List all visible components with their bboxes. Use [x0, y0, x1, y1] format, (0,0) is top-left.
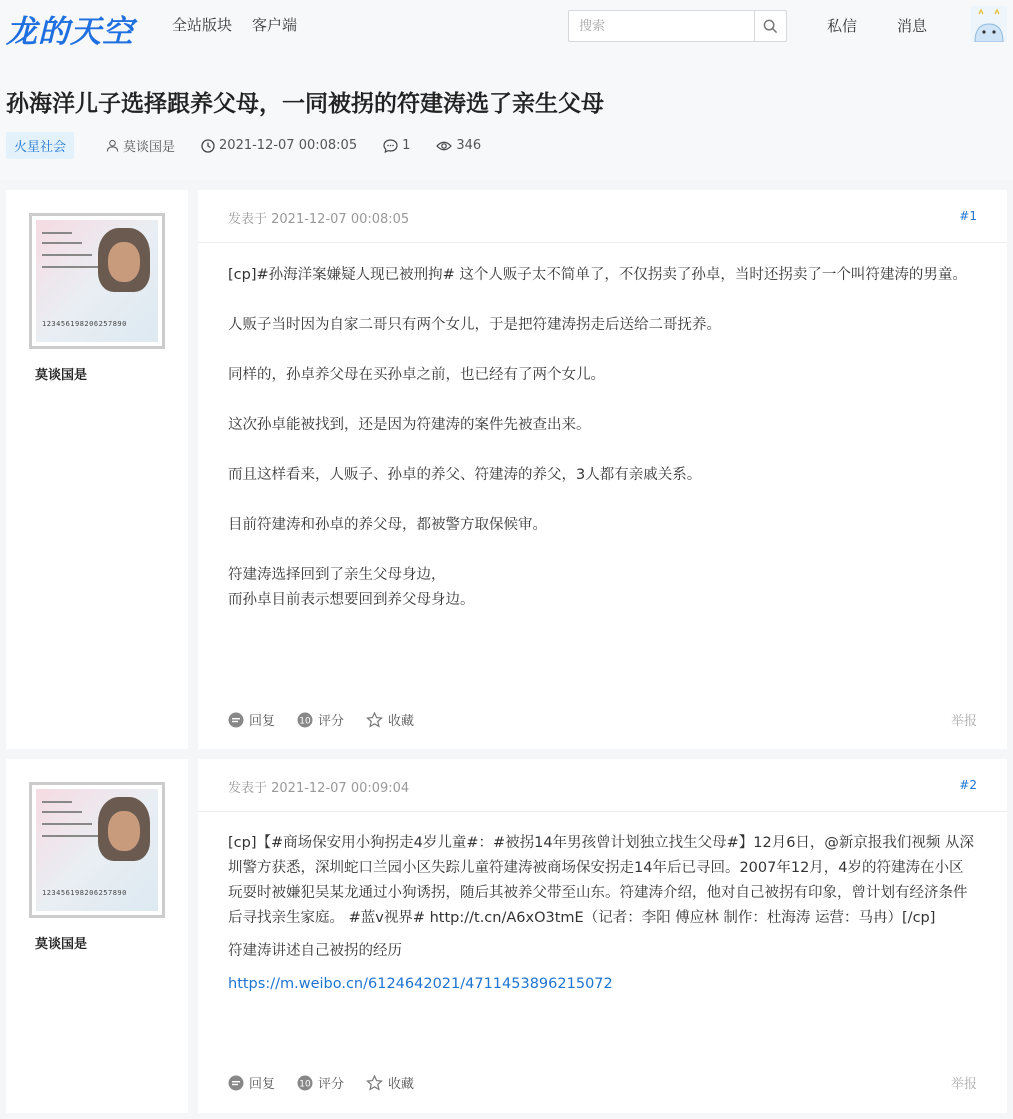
- reply-button[interactable]: 回复: [228, 710, 275, 729]
- report-link[interactable]: 举报: [950, 714, 977, 729]
- avatar-cartoon-icon: [971, 6, 1007, 42]
- post-time: 发表于 2021-12-07 00:08:05: [228, 212, 410, 227]
- thread-views: 346: [436, 138, 481, 153]
- post-floor[interactable]: #1: [959, 209, 977, 223]
- post-paragraph: 符建涛选择回到了亲生父母身边，: [228, 567, 446, 583]
- post-header: [198, 759, 1007, 812]
- post-body: [198, 759, 1007, 1113]
- post-paragraph: 同样的，孙卓养父母在买孙卓之前，也已经有了两个女儿。: [228, 367, 605, 383]
- private-messages-link[interactable]: 私信: [827, 17, 858, 35]
- avatar-image: 123456198206257890: [36, 789, 158, 911]
- user-links: [827, 15, 927, 36]
- post-time: 发表于 2021-12-07 00:09:04: [228, 781, 410, 796]
- post-paragraph: 而孙卓目前表示想要回到养父母身边。: [228, 592, 475, 608]
- post-1: [6, 190, 1007, 749]
- star-icon: [366, 1075, 383, 1091]
- post-author-panel: [6, 759, 188, 1113]
- page-title: 孙海洋儿子选择跟养父母，一同被拐的符建涛选了亲生父母: [6, 91, 604, 117]
- post-author-panel: [6, 190, 188, 749]
- favorite-button[interactable]: 收藏: [366, 1073, 414, 1092]
- post-content: [228, 831, 978, 1005]
- post-paragraph: 目前符建涛和孙卓的养父母，都被警方取保候审。: [228, 517, 547, 533]
- post-header: [198, 190, 1007, 243]
- post-floor[interactable]: #2: [959, 778, 977, 792]
- rate-button[interactable]: 10 评分: [297, 710, 344, 729]
- post-author-name[interactable]: 莫谈国是: [35, 368, 88, 383]
- site-logo[interactable]: 龙的天空: [6, 14, 134, 50]
- post-paragraph: 符建涛讲述自己被拐的经历: [228, 943, 402, 959]
- report-link[interactable]: 举报: [950, 1077, 977, 1092]
- thread-meta: [6, 132, 507, 159]
- main-nav: [172, 14, 297, 35]
- weibo-link[interactable]: https://m.weibo.cn/6124642021/4711453896215072: [228, 976, 613, 992]
- board-tag[interactable]: 火星社会: [6, 132, 74, 159]
- svg-text:10: 10: [299, 716, 311, 726]
- user-avatar[interactable]: [971, 6, 1007, 42]
- post-paragraph: 这次孙卓能被找到，还是因为符建涛的案件先被查出来。: [228, 417, 591, 433]
- search-icon: [763, 19, 778, 34]
- reply-icon: [228, 712, 244, 728]
- thread-datetime: 2021-12-07 00:08:05: [201, 138, 357, 153]
- search-box: [568, 10, 787, 42]
- author-avatar[interactable]: [29, 782, 165, 918]
- search-button[interactable]: [754, 11, 786, 41]
- rate-icon: [297, 712, 313, 728]
- rate-button[interactable]: 10 评分: [297, 1073, 344, 1092]
- post-actions: [228, 1073, 414, 1092]
- post-paragraph: [cp]【#商场保安用小狗拐走4岁儿童#：#被拐14年男孩曾计划独立找生父母#】12月6日，@新京报我们视频 从深圳警方获悉，深圳蛇口兰园小区失踪儿童符建涛被商场保安拐走14年后已寻回。2007年12月，4岁的符建涛在小区玩耍时被嫌犯吴某龙通过小狗诱拐，随后其被养父带至山东。符建涛介绍，他对自己被拐有印象，曾计划有经济条件后寻找亲生家庭。 #蓝v视界# http://t.cn/A6xO3tmE（记者：李阳 傅应林 制作：杜海涛 运营：马冉）[/cp]: [228, 835, 975, 926]
- clock-icon: [201, 139, 215, 153]
- nav-all-boards[interactable]: 全站版块: [172, 16, 233, 34]
- favorite-button[interactable]: 收藏: [366, 710, 414, 729]
- nav-client[interactable]: 客户端: [252, 16, 298, 34]
- post-body: [198, 190, 1007, 749]
- post-paragraph: [cp]#孙海洋案嫌疑人现已被刑拘# 这个人贩子太不简单了，不仅拐卖了孙卓，当时还拐卖了一个叫符建涛的男童。: [228, 267, 967, 283]
- avatar-image: 123456198206257890: [36, 220, 158, 342]
- post-2: [6, 759, 1007, 1113]
- star-icon: [366, 712, 383, 728]
- reply-button[interactable]: 回复: [228, 1073, 275, 1092]
- thread-header: [0, 52, 1013, 180]
- top-bar: [0, 0, 1013, 52]
- post-paragraph: 人贩子当时因为自家二哥只有两个女儿，于是把符建涛拐走后送给二哥抚养。: [228, 317, 721, 333]
- search-input[interactable]: [569, 11, 754, 41]
- eye-icon: [436, 140, 452, 152]
- author-avatar[interactable]: [29, 213, 165, 349]
- notifications-link[interactable]: 消息: [897, 17, 928, 35]
- post-author-name[interactable]: 莫谈国是: [35, 937, 88, 952]
- thread-replies: 1: [383, 138, 410, 153]
- post-content: [228, 263, 978, 613]
- comment-icon: [383, 139, 398, 153]
- thread-author[interactable]: 莫谈国是: [106, 136, 175, 155]
- svg-text:10: 10: [299, 1079, 311, 1089]
- user-icon: [106, 139, 119, 152]
- post-actions: [228, 710, 414, 729]
- rate-icon: [297, 1075, 313, 1091]
- reply-icon: [228, 1075, 244, 1091]
- post-paragraph: 而且这样看来，人贩子、孙卓的养父、符建涛的养父，3人都有亲戚关系。: [228, 467, 702, 483]
